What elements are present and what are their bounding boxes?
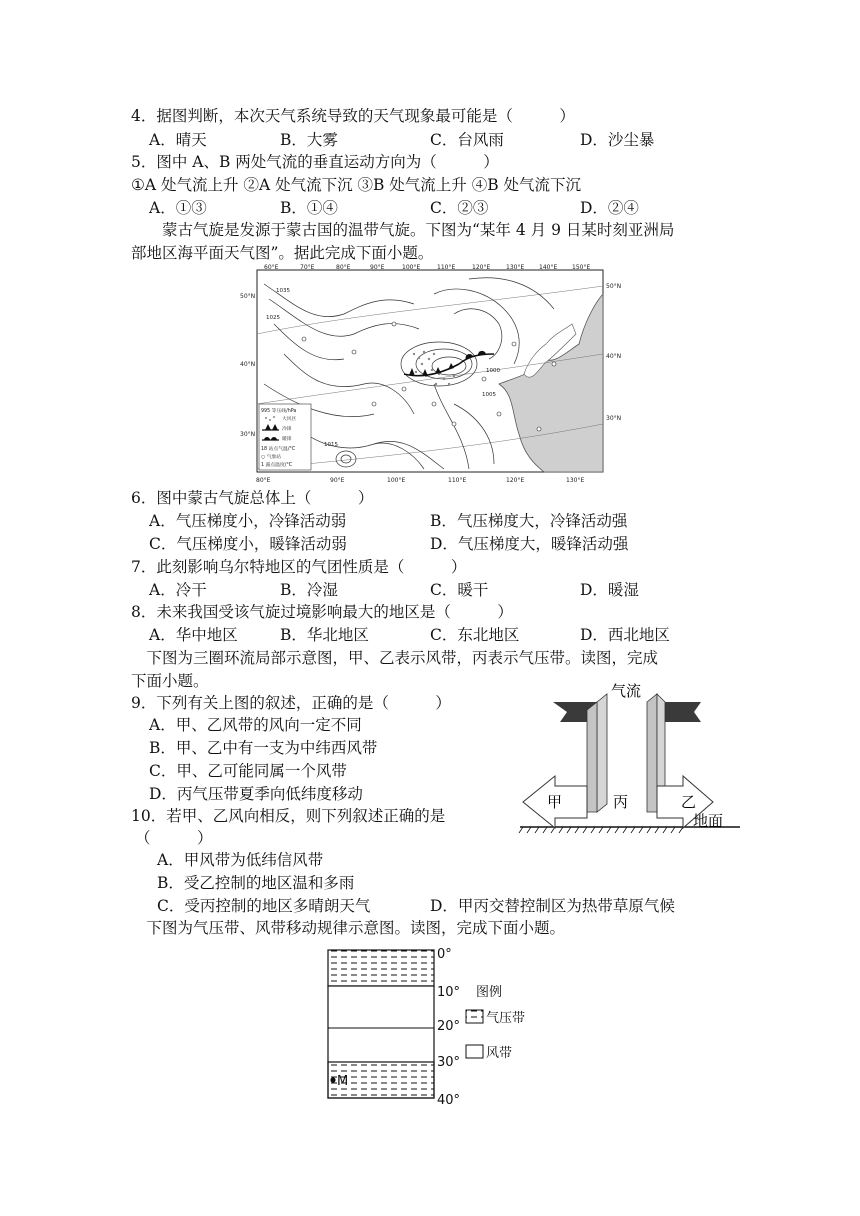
isobar-1035: 1035 — [276, 288, 290, 294]
legend-station: ○ 气象站 — [261, 455, 282, 460]
isobar-1000: 1000 — [486, 368, 500, 374]
q9-option-d: D．丙气压带夏季向低纬度移动 — [149, 785, 363, 803]
legend-temp: 18 站点气温/°C — [261, 447, 296, 452]
airflow-label: 气流 — [611, 682, 642, 700]
q5-stem: 5．图中 A、B 两处气流的垂直运动方向为（ ） — [131, 153, 499, 171]
lon-bottom-120: 120°E — [506, 477, 525, 484]
jia-label: 甲 — [547, 793, 563, 811]
bing-label: 丙 — [613, 793, 629, 811]
lon-bottom-100: 100°E — [387, 477, 406, 484]
lat-20: 20° — [437, 1019, 461, 1034]
legend-windy: 大风区 — [282, 417, 297, 422]
legend-dewpoint: 1 露点温度/°C — [261, 463, 293, 468]
lon-bottom-110: 110°E — [448, 477, 467, 484]
point-m-label: M — [337, 1074, 349, 1089]
q10-option-d: D．甲丙交替控制区为热带草原气候 — [430, 897, 675, 915]
q5-option-a: A．①③ — [149, 199, 207, 217]
legend-wind-swatch — [466, 1045, 483, 1058]
q4-stem: 4．据图判断，本次天气系统导致的天气现象最可能是（ ） — [131, 107, 575, 125]
yi-label: 乙 — [681, 793, 697, 811]
lon-top-80: 80°E — [336, 264, 351, 271]
lon-top-110: 110°E — [437, 264, 456, 271]
lon-top-90: 90°E — [370, 264, 385, 271]
q5-option-d: D．②④ — [580, 199, 639, 217]
q6-option-c: C．气压梯度小，暖锋活动弱 — [149, 535, 347, 553]
intro2-line2: 下面小题。 — [131, 672, 209, 690]
lat-right-30: 30°N — [606, 415, 622, 422]
lat-right-40: 40°N — [606, 353, 622, 360]
q5-option-c: C．②③ — [430, 199, 489, 217]
belt-diagram — [320, 942, 540, 1108]
lat-right-50: 50°N — [606, 283, 622, 290]
isobar-1025: 1025 — [266, 315, 280, 321]
lon-bottom-90: 90°E — [330, 477, 345, 484]
q4-option-d: D．沙尘暴 — [580, 131, 655, 149]
q4-option-b: B．大雾 — [280, 131, 338, 149]
weather-map — [240, 264, 622, 484]
isobar-1015: 1015 — [324, 442, 338, 448]
q8-option-c: C．东北地区 — [430, 626, 520, 644]
q6-option-d: D．气压梯度大，暖锋活动强 — [430, 535, 629, 553]
q7-option-d: D．暖湿 — [580, 581, 639, 599]
lon-top-120: 120°E — [472, 264, 491, 271]
intro3: 下图为气压带、风带移动规律示意图。读图，完成下面小题。 — [131, 919, 566, 937]
q9-option-c: C．甲、乙可能同属一个风带 — [149, 762, 347, 780]
q6-option-b: B．气压梯度大，冷锋活动强 — [430, 512, 628, 530]
q7-option-b: B．冷湿 — [280, 581, 338, 599]
ground-label: 地面 — [693, 812, 724, 830]
q9-stem: 9．下列有关上图的叙述，正确的是（ ） — [131, 694, 451, 712]
legend-warm-front: 暖锋 — [282, 437, 292, 442]
legend-wind-label: 风带 — [486, 1046, 513, 1061]
q10-option-b: B．受乙控制的地区温和多雨 — [157, 874, 355, 892]
q4-option-c: C．台风雨 — [430, 131, 504, 149]
lon-top-130: 130°E — [506, 264, 525, 271]
q9-option-b: B．甲、乙中有一支为中纬西风带 — [149, 739, 378, 757]
legend-title: 图例 — [476, 985, 503, 1000]
q5-option-b: B．①④ — [280, 199, 338, 217]
lat-left-50: 50°N — [240, 293, 256, 300]
legend-isobar: 995 等压线/hPa — [261, 409, 297, 414]
lon-bottom-130: 130°E — [566, 477, 585, 484]
lon-top-70: 70°E — [300, 264, 315, 271]
q6-option-a: A．气压梯度小，冷锋活动弱 — [149, 512, 347, 530]
q8-stem: 8．未来我国受该气旋过境影响最大的地区是（ ） — [131, 603, 513, 621]
q6-stem: 6．图中蒙古气旋总体上（ ） — [131, 489, 374, 507]
q4-option-a: A．晴天 — [149, 131, 207, 149]
q8-option-d: D．西北地区 — [580, 626, 670, 644]
intro1-line2: 部地区海平面天气图”。据此完成下面小题。 — [131, 244, 434, 262]
q10-paren: （ ） — [135, 829, 213, 847]
point-m — [330, 1077, 335, 1082]
lat-left-30: 30°N — [240, 431, 256, 438]
lat-0: 0° — [437, 947, 452, 962]
q7-option-c: C．暖干 — [430, 581, 489, 599]
lon-top-150: 150°E — [572, 264, 591, 271]
intro2-line1: 下图为三圈环流局部示意图，甲、乙表示风带，丙表示气压带。读图，完成 — [131, 649, 659, 667]
q8-option-a: A．华中地区 — [149, 626, 238, 644]
lon-top-60: 60°E — [264, 264, 279, 271]
isobar-1005: 1005 — [482, 392, 496, 398]
lon-top-100: 100°E — [402, 264, 421, 271]
lat-left-40: 40°N — [240, 361, 256, 368]
lat-10: 10° — [437, 985, 461, 1000]
q8-option-b: B．华北地区 — [280, 626, 369, 644]
intro1-line1: 蒙古气旋是发源于蒙古国的温带气旋。下图为“某年 4 月 9 日某时刻亚洲局 — [131, 221, 675, 239]
q5-choices: ①A 处气流上升 ②A 处气流下沉 ③B 处气流上升 ④B 处气流下沉 — [131, 176, 582, 194]
lon-top-140: 140°E — [539, 264, 558, 271]
q7-stem: 7．此刻影响乌尔特地区的气团性质是（ ） — [131, 558, 467, 576]
legend-pressure-label: 气压带 — [486, 1011, 526, 1026]
lat-40: 40° — [437, 1093, 461, 1108]
q10-stem: 10．若甲、乙风向相反，则下列叙述正确的是 — [131, 807, 446, 825]
legend-pressure-swatch — [466, 1010, 483, 1023]
q10-option-c: C．受丙控制的地区多晴朗天气 — [157, 897, 371, 915]
legend-cold-front: 冷锋 — [282, 427, 292, 432]
lon-bottom-80: 80°E — [256, 477, 271, 484]
q9-option-a: A．甲、乙风带的风向一定不同 — [149, 716, 362, 734]
q10-option-a: A．甲风带为低纬信风带 — [157, 851, 324, 869]
q7-option-a: A．冷干 — [149, 581, 207, 599]
lat-30: 30° — [437, 1055, 461, 1070]
circulation-diagram — [515, 676, 745, 838]
